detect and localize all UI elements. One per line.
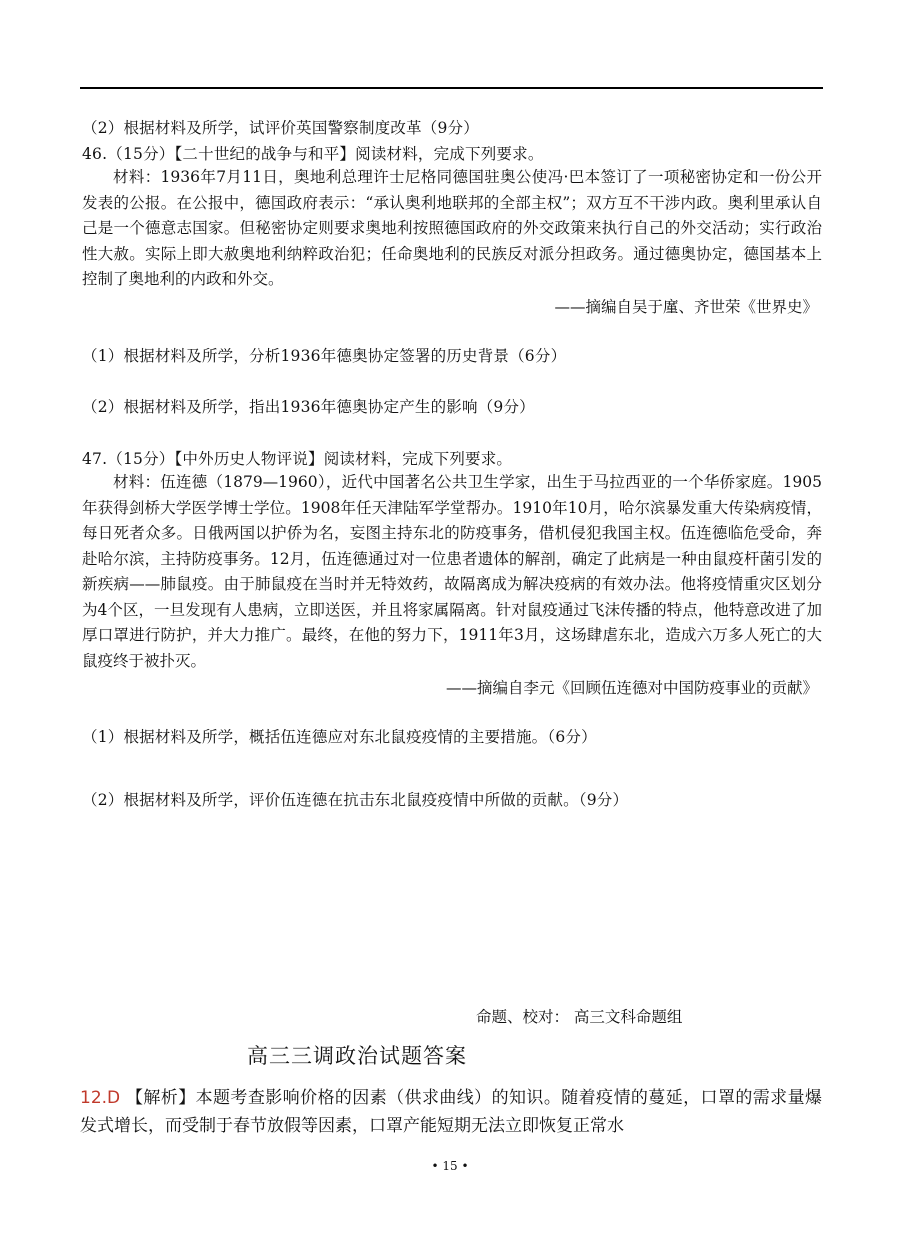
answer-key-title: 高三三调政治试题答案 xyxy=(247,1044,467,1068)
q47-heading: 47.（15分）【中外历史人物评说】阅读材料，完成下列要求。 xyxy=(82,450,513,468)
answer-number: 12.D xyxy=(80,1088,121,1108)
q47-source: ——摘编自李元《回顾伍连德对中国防疫事业的贡献》 xyxy=(445,679,818,697)
q46-subquestion-2: （2）根据材料及所学，指出1936年德奥协定产生的影响（9分） xyxy=(82,398,535,416)
q46-heading: 46.（15分）【二十世纪的战争与和平】阅读材料，完成下列要求。 xyxy=(82,145,544,163)
q46-material: 材料：1936年7月11日，奥地利总理许士尼格同德国驻奥公使冯·巴本签订了一项秘密协定和一份公开发表的公报。在公报中，德国政府表示：“承认奥利地联邦的全部主权”；双方互不干涉内政。奥利里承认自己是一个德意志国家。但秘密协定则要求奥地利按照德国政府的外交政策来执行自己的外交活动；实行政治性大赦。实际上即大赦奥地利纳粹政治犯；任命奥地利的民族反对派分担政务。通过德奥协定，德国基本上控制了奥地利的内政和外交。 xyxy=(82,168,822,288)
q47-material: 材料：伍连德（1879—1960），近代中国著名公共卫生学家，出生于马拉西亚的一个华侨家庭。1905年获得剑桥大学医学博士学位。1908年任天津陆军学堂帮办。1910年10月，哈尔滨暴发重大传染病疫情，每日死者众多。日俄两国以护侨为名，妄图主持东北的防疫事务，借机侵犯我国主权。伍连德临危受命，奔赴哈尔滨，主持防疫事务。12月，伍连德通过对一位患者遗体的解剖，确定了此病是一种由鼠疫杆菌引发的新疾病——肺鼠疫。由于肺鼠疫在当时并无特效药，故隔离成为解决疫病的有效办法。他将疫情重灾区划分为4个区，一旦发现有人患病，立即送医，并且将家属隔离。针对鼠疫通过飞沫传播的特点，他特意改进了加厚口罩进行防护，并大力推广。最终，在他的努力下，1911年3月，这场肆虐东北，造成六万多人死亡的大鼠疫终于被扑灭。 xyxy=(82,473,822,670)
q46-source: ——摘编自吴于廑、齐世荣《世界史》 xyxy=(554,298,818,316)
q45-subquestion-2: （2）根据材料及所学，试评价英国警察制度改革（9分） xyxy=(82,119,479,137)
q46-subquestion-1: （1）根据材料及所学，分析1936年德奥协定签署的历史背景（6分） xyxy=(82,347,567,365)
page-number: • 15 • xyxy=(431,1159,469,1173)
answer-explanation: 【解析】本题考查影响价格的因素（供求曲线）的知识。随着疫情的蔓延，口罩的需求量爆发式增长，而受制于春节放假等因素，口罩产能短期无法立即恢复正常水 xyxy=(80,1088,822,1136)
header-rule xyxy=(80,87,823,89)
q47-subquestion-1: （1）根据材料及所学，概括伍连德应对东北鼠疫疫情的主要措施。（6分） xyxy=(82,728,597,746)
q47-subquestion-2: （2）根据材料及所学，评价伍连德在抗击东北鼠疫疫情中所做的贡献。（9分） xyxy=(82,791,629,809)
footer-credit: 命题、校对： 高三文科命题组 xyxy=(476,1008,683,1026)
answer-item-12 xyxy=(80,1084,822,1140)
